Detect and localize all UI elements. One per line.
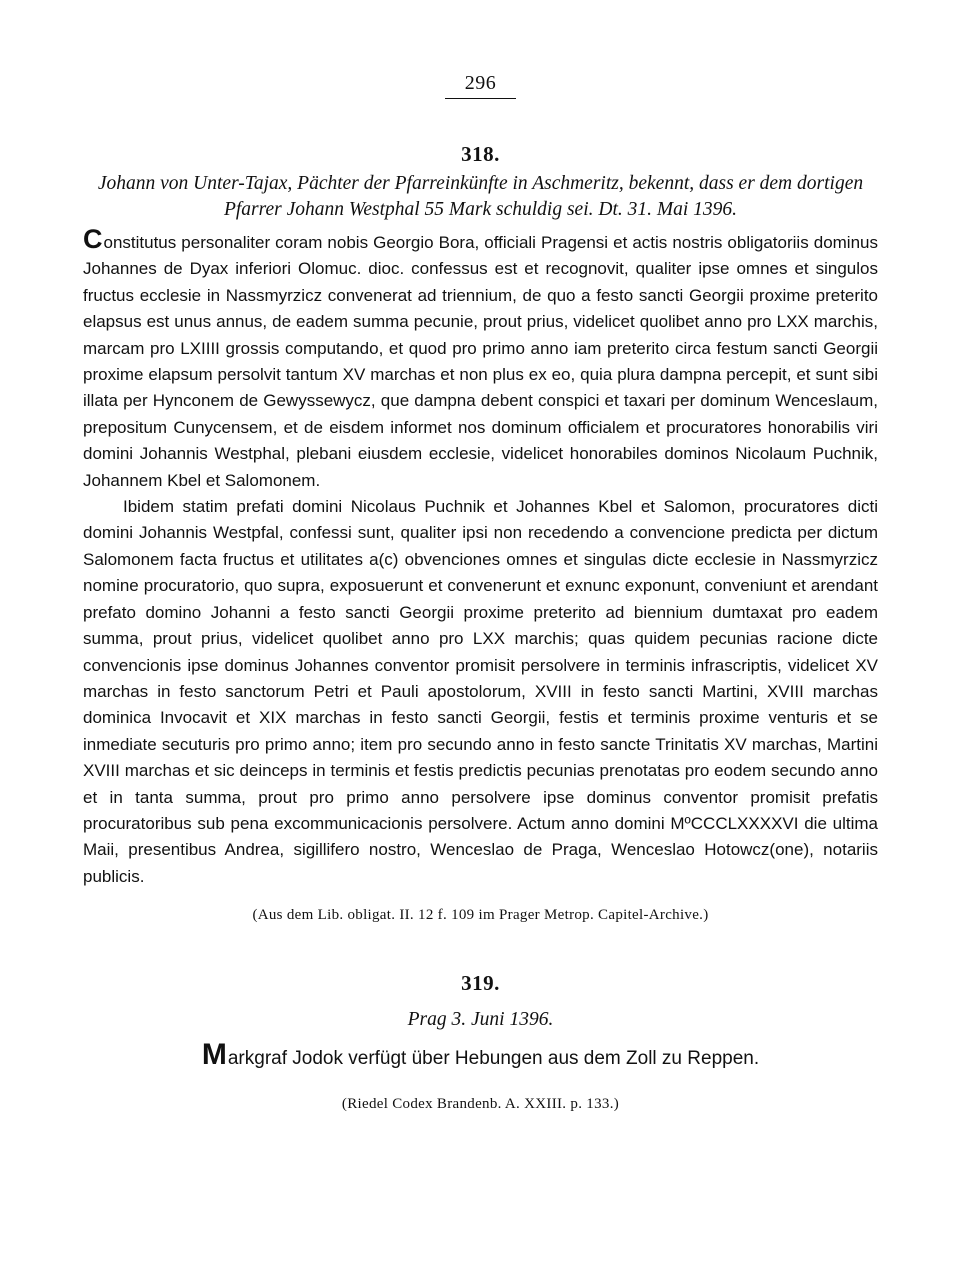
charter-paragraph-2: Ibidem statim prefati domini Nicolaus Puchnik et Johannes Kbel et Salomon, procuratores dicti domini Johannis Westpfal, confessi sunt, qualiter ipsi non recedendo a convencione predicta per dictum Salomonem facta fructus et utilitates a(c) obvenciones omnes et singulas dicte ecclesie in Nassmyrzicz nomine procuratorio, quo supra, exposuerunt et convenerunt et exnunc exponunt, conveniunt et arendant prefato domino Johanni a festo sancti Georgii proxime preterito ad biennium dumtaxat pro eadem summa, prout prius, videlicet quolibet anno pro LXX marchis; quas quidem pecunias racione dicte convencionis ipse dominus Johannes conventor promisit persolvere in terminis infrascriptis, videlicet XV marchas in festo sanctorum Petri et Pauli apostolorum, XVIII in festo sancti Martini, XVIII marchas dominica Invocavit et XIX marchas in festo sancti Georgii, festis et terminis proxime venturis et se inmediate secuturis pro primo anno; item pro secundo anno in festo sancte Trinitatis XV marchas, Martini XVIII marchas et sic deinceps in terminis et festis predictis pecunias prenotatas pro eodem secundo anno et in tanta summa, prout pro primo anno persolvere ipse dominus conventor promisit prefatis procuratoribus sub pena excommunicacionis persolvere. Actum anno domini MºCCCLXXXXVI die ultima Maii, presentibus Andrea, sigillifero nostro, Wenceslao de Praga, Wenceslao Hotowcz(one), notariis publicis. — [83, 497, 878, 886]
regest-318: Johann von Unter-Tajax, Pächter der Pfarreinkünfte in Aschmeritz, bekennt, dass er dem dortigen Pfarrer Johann Westphal 55 Mark schuldig sei. Dt. 31. Mai 1396. — [97, 173, 864, 220]
abstract-319-text: arkgraf Jodok verfügt über Hebungen aus dem Zoll zu Reppen. — [227, 1048, 760, 1070]
initial-letter: C — [83, 224, 103, 254]
page-number: 296 — [83, 70, 878, 99]
document-page — [83, 70, 878, 1115]
dateline-319: Prag 3. Juni 1396. — [407, 1009, 554, 1031]
initial-letter: M — [201, 1038, 227, 1072]
source-note-318: (Aus dem Lib. obligat. II. 12 f. 109 im Prager Metrop. Capitel-Archive.) — [252, 907, 709, 924]
source-note-319: (Riedel Codex Brandenb. A. XXIII. p. 133.) — [341, 1096, 620, 1113]
document-number-318: 318. — [461, 142, 500, 166]
charter-paragraph-1 — [83, 224, 878, 494]
charter-paragraph-1-text: onstitutus personaliter coram nobis Georgio Bora, officiali Pragensi et actis nostris obligatoriis dominus Johannes de Dyax inferiori Olomuc. dioc. confessus est et recognovit, qualiter ipse omnes et singulos fructus ecclesie in Nassmyrzicz convenerat ad triennium, de quo a festo sancti Georgii proxime preterito elapsus est unus annus, de eadem summa pecunie, prout prius, videlicet quolibet anno pro LXX marchis, marcam pro LXIIII grossis computando, et quod pro primo anno iam preterito circa festum sancti Georgii proxime elapsum persolvit tantum XV marchas et non plus ex eo, quia plura dampna percepit, et sunt sibi illata per Hynconem de Gewyssewycz, que dampna debent conspici et taxari per dominum Wenceslaum, prepositum Cunycensem, et de eisdem informet nos dominum officialem et procuratores honorabilis viri domini Johannis Westphal, plebani eiusdem ecclesie, videlicet honorabiles dominos Nicolaum Puchnik, Johannem Kbel et Salomonem. — [83, 233, 878, 490]
abstract-319 — [83, 1038, 878, 1073]
document-number-319: 319. — [461, 971, 500, 996]
